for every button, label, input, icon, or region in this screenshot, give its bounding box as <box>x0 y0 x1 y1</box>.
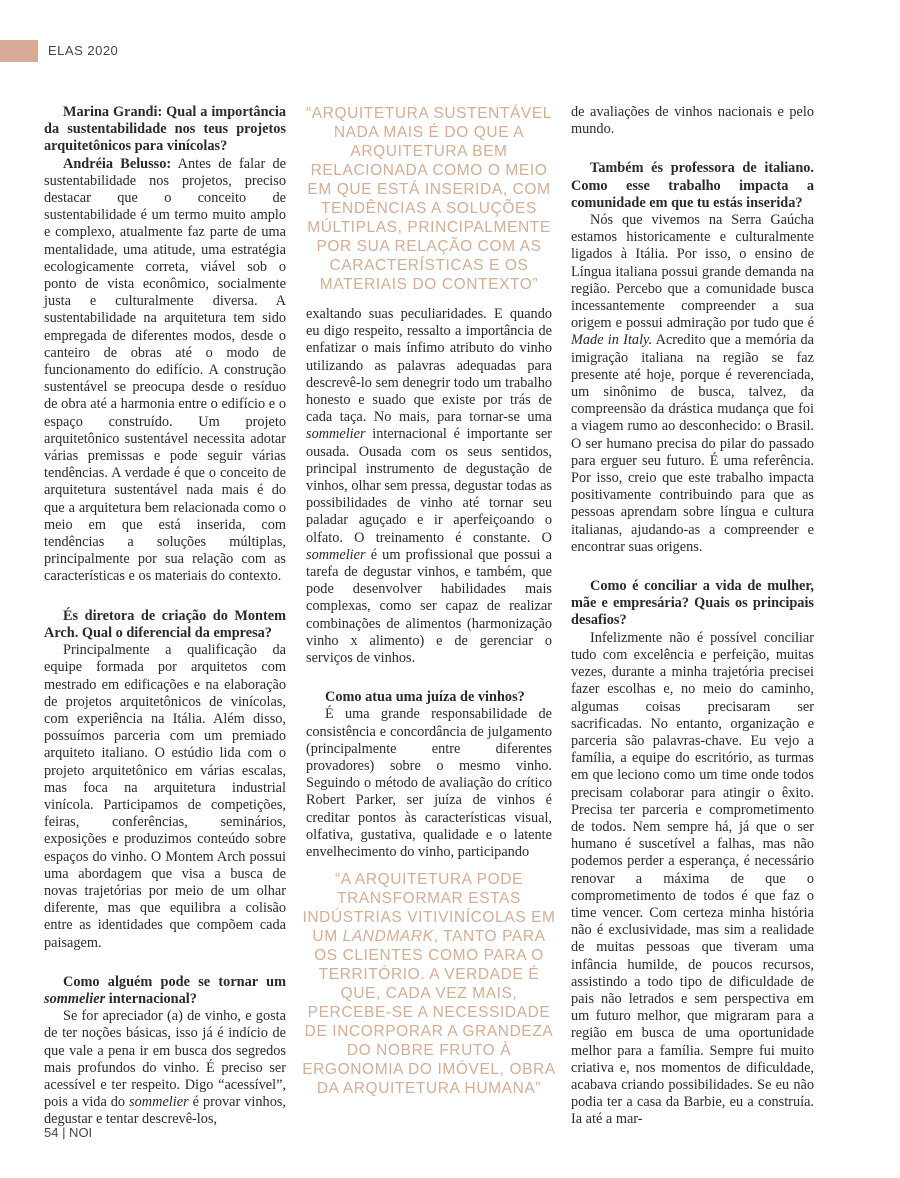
column-right <box>571 104 814 1129</box>
answer-wine-judge-continued: de avaliações de vinhos nacionais e pelo mundo. <box>571 104 814 138</box>
answer-sommelier: Se for apreciador (a) de vinho, e gosta de ter noções básicas, isso já é indício de que vale a pena ir em busca dos segredos mais profundos do vinho. É preciso ser acessível e ter respeito. Digo “acessível”, pois a vida do sommelier é provar vinhos, degustar e tentar descrevê-los, <box>44 1008 286 1128</box>
question-wine-judge: Como atua uma juíza de vinhos? <box>325 689 525 706</box>
question-work-life: Como é conciliar a vida de mulher, mãe e empresária? Quais os principais desafios? <box>571 578 814 629</box>
section-label: ELAS 2020 <box>48 43 119 58</box>
pull-quote-landmark: “A ARQUITETURA PODE TRANSFORMAR ESTAS INDÚSTRIAS VITIVINÍCOLAS EM UM LANDMARK, TANTO PARA OS CLIENTES COMO PARA O TERRITÓRIO. A VERDADE É QUE, CADA VEZ MAIS, PERCEBE-SE A NECESSIDADE DE INCORPORAR A GRANDEZA DO NOBRE FRUTO À ERGONOMIA DO IMÓVEL, OBRA DA ARQUITETURA HUMANA” <box>302 871 556 1097</box>
answer-italian-teacher: Nós que vivemos na Serra Gaúcha estamos historicamente e culturalmente ligados à Itália. Por isso, o ensino de Língua italiana possui grande demanda na região. Percebo que a comunidade busca incessantemente compreender a sua origem e possui admiração por tudo que é Made in Italy. Acredito que a memória da imigração italiana na região se faz presente até hoje, porque é reverenciada, um sinônimo de busca, talvez, da compreensão da drástica mudança que foi a viagem rumo ao desconhecido: o Brasil. O ser humano precisa do pilar do passado para erguer seu futuro. É uma referência. Por isso, creio que este trabalho impacta positivamente contribuindo para que as pessoas aprendam sobre língua e cultura italianas, ajudando-as a compreender e encontrar suas origens. <box>571 212 814 555</box>
section-color-bar <box>0 40 38 62</box>
column-left <box>44 104 286 1129</box>
question-montem-arch: És diretora de criação do Montem Arch. Qual o diferencial da empresa? <box>44 607 286 641</box>
question-sustainability: Marina Grandi: Qual a importância da sustentabilidade nos teus projetos arquitetônicos para vinícolas? <box>44 104 286 155</box>
answer-sustainability: Andréia Belusso: Antes de falar de sustentabilidade nos projetos, preciso destacar que o conceito de sustentabilidade é um termo muito amplo e complexo, atualmente faz parte de uma mentalidade, uma atitude, uma estratégia ecologicamente correta, viável sob o ponto de vista econômico, socialmente justa e culturalmente diversa. A sustentabilidade na arquitetura tem sido empregada de diferentes modos, desde o canteiro de obras até o modo de funcionamento do edifício. A construção sustentável se preocupa desde o resíduo de obra até a harmonia entre o edifício e o espaço construído. Um projeto arquitetônico sustentável necessita adotar várias premissas e pode seguir várias tendências. A verdade é que o conceito de arquitetura sustentável nada mais é do que a arquitetura bem relacionada como o meio em que está inserida, com tendências a soluções múltiplas, principalmente por sua relação com as características e os materiais do contexto. <box>44 155 286 585</box>
answer-sommelier-continued: exaltando suas peculiaridades. E quando eu digo respeito, ressalto a importância de enfatizar o mais ínfimo atributo do vinho utilizando as palavras adequadas para descrevê-lo sem denegrir todo um trabalho honesto e suado que existe por trás de cada taça. No mais, para tornar-se uma sommelier internacional é importante ser ousada. Ousada com os seus sentidos, principal instrumento de degustação de vinhos, olhar sem pressa, degustar todas as possibilidades de vinho até tornar seu paladar aguçado e ir aperfeiçoando o olfato. O treinamento é constante. O sommelier é um profissional que possui a tarefa de degustar vinhos, e também, que pode desenvolver habilidades mais complexas, como ser capaz de realizar combinações de alimentos (harmonização vinho x alimento) e de gerenciar o serviços de vinhos. <box>306 306 552 667</box>
question-sommelier: Como alguém pode se tornar um sommelier internacional? <box>44 973 286 1007</box>
pull-quote-sustainable-architecture: “ARQUITETURA SUSTENTÁVEL NADA MAIS É DO QUE A ARQUITETURA BEM RELACIONADA COMO O MEIO EM QUE ESTÁ INSERIDA, COM TENDÊNCIAS A SOLUÇÕES MÚLTIPLAS, PRINCIPALMENTE POR SUA RELAÇÃO COM AS CARACTERÍSTICAS E OS MATERIAIS DO CONTEXTO” <box>305 105 553 293</box>
interviewee-name: Andréia Belusso: <box>63 155 172 172</box>
answer-montem-arch: Principalmente a qualificação da equipe formada por arquitetos com mestrado em edificações e na elaboração de projetos arquitetônicos de vinícolas, com experiência na Itália. Além disso, possuímos parceria com um premiado arquiteto italiano. O estúdio lida com o projeto arquitetônico em várias escalas, mas foca na arquitetura industrial vinícola. Participamos de competições, feiras, conferências, seminários, exposições e produzimos conteúdo sobre espaços do vinho. O Montem Arch possui uma abordagem que visa a busca de novas trajetórias por meio de um olhar diferente, mas que equilibra a colisão entre as identidades que compõem cada paisagem. <box>44 642 286 951</box>
page-folio: 54 | NOI <box>44 1125 93 1140</box>
answer-wine-judge: É uma grande responsabilidade de consistência e concordância de julgamento (principalmente entre diferentes provadores) sobre o mesmo vinho. Seguindo o método de avaliação do crítico Robert Parker, ser juíza de vinhos é creditar pontos às características visual, olfativa, gustativa, qualidade e o latente envelhecimento do vinho, participando <box>306 706 552 861</box>
answer-work-life: Infelizmente não é possível conciliar tudo com excelência e perfeição, muitas vezes, durante a minha trajetória precisei fazer escolhas e, no meio do caminho, algumas coisas precisaram ser sacrificadas. No entanto, organização e parceria são palavras-chave. Eu vejo a família, a equipe do escritório, as turmas em que leciono como um time onde todos precisam colaborar para atingir o êxito. Precisa ter parceria e comprometimento de todos. Nem sempre há, já que o ser humano é suscetível a falhas, mas não podemos perder a esperança, é necessário renovar a máxima de que o comprometimento de todos é que faz o time vencer. Com certeza minha história não é exclusividade, mas sim a realidade de muitas pessoas que tiveram uma infância humilde, de poucos recursos, assistindo a todo tipo de dificuldade de pais não letrados e sem perspectiva em um futuro melhor, que migraram para a região em busca de uma oportunidade melhor para a família. Sempre fui muito criativa e, nos momentos de dificuldade, acabava criando possibilidades. Se eu não podia ter a casa da Barbie, eu a construía. Ia até a mar- <box>571 629 814 1128</box>
column-middle <box>306 306 552 861</box>
question-italian-teacher: Também és professora de italiano. Como esse trabalho impacta a comunidade em que tu estás inserida? <box>571 160 814 211</box>
